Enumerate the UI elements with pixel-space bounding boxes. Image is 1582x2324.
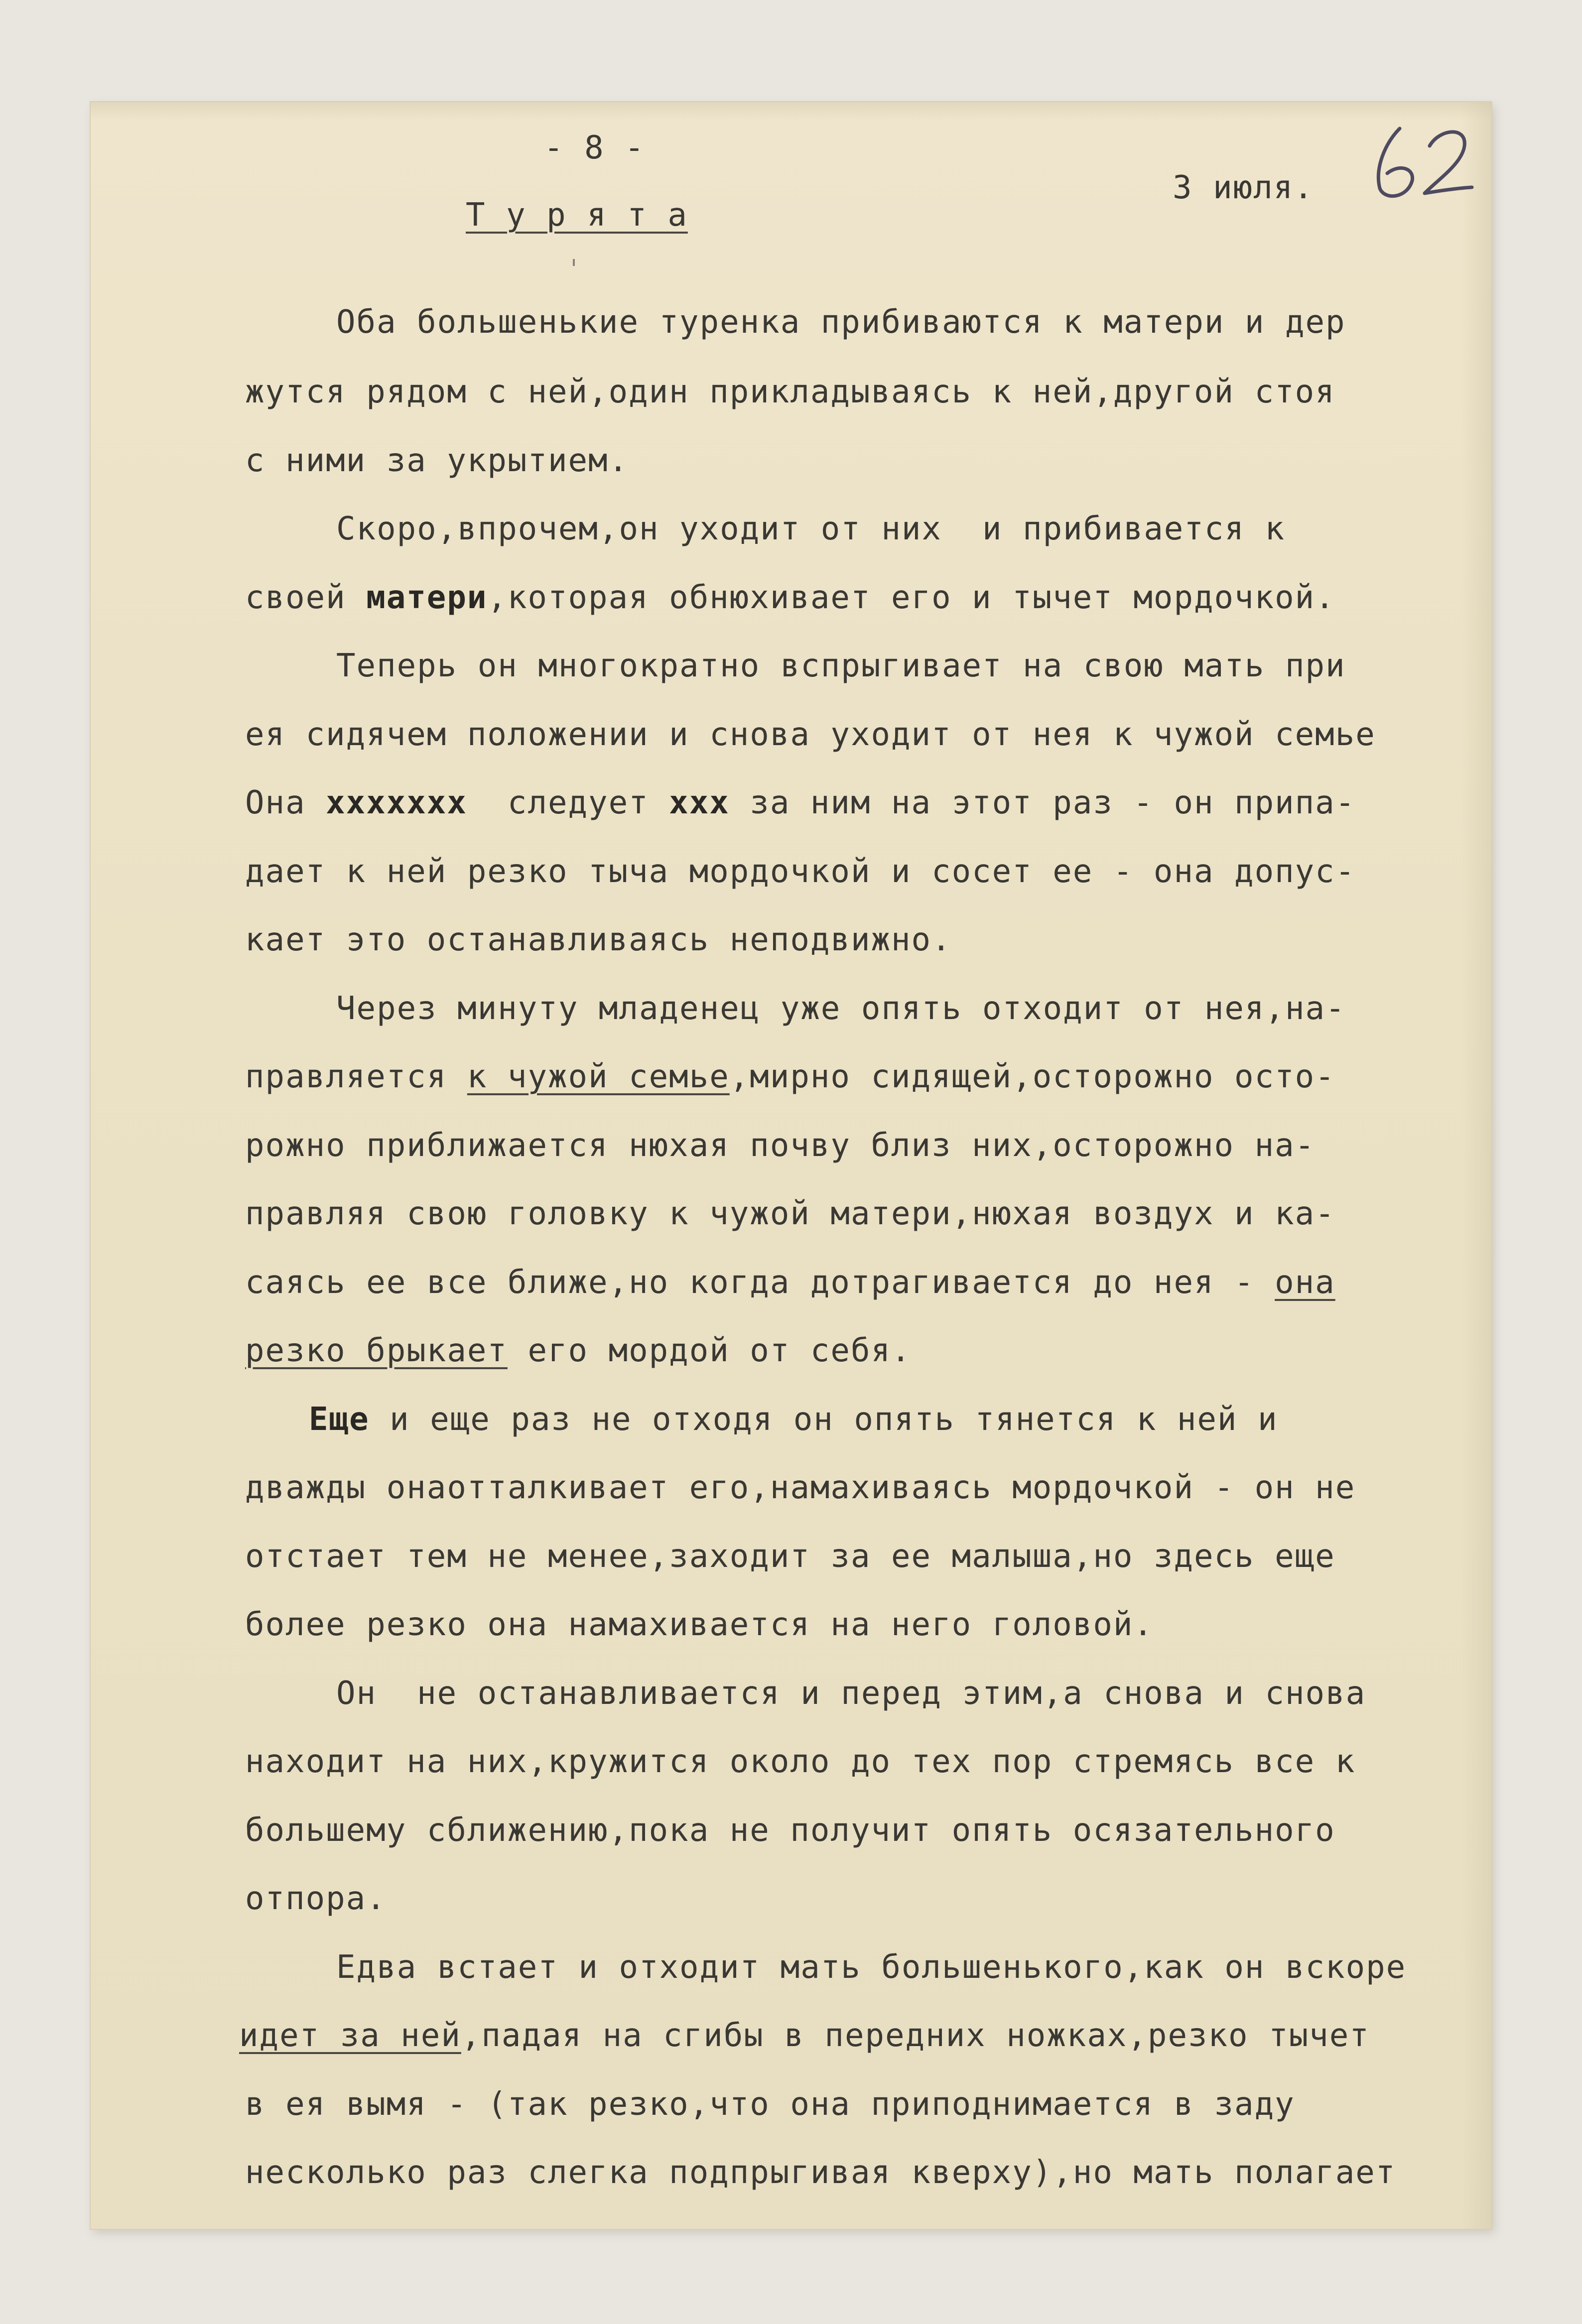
text-line: [245, 1332, 912, 1369]
text-span: ,мирно сидящей,осторожно осто-: [729, 1058, 1335, 1095]
text-line: [239, 2017, 1370, 2054]
text-line: Едва встает и отходит мать большенького,как он вскоре: [336, 1949, 1407, 1986]
text-line: находит на них,кружится около до тех пор стремясь все к: [245, 1743, 1356, 1780]
text-line: правляя свою головку к чужой матери,нюхая воздух и ка-: [245, 1195, 1335, 1232]
handwritten-folio-number: [1365, 119, 1479, 203]
page-number: - 8 -: [544, 129, 645, 166]
text-span: его мордой от себя.: [507, 1332, 912, 1369]
text-span: за ним на этот раз - он припа-: [729, 784, 1356, 821]
text-line: [245, 1264, 1335, 1301]
text-line: Скоро,впрочем,он уходит от них и прибивается к: [336, 511, 1285, 547]
underlined-phrase: к чужой семье: [467, 1058, 730, 1095]
text-line: [245, 1058, 1335, 1095]
struck-out-word: ххх: [669, 784, 730, 821]
text-line: Через минуту младенец уже опять отходит от нея,на-: [336, 990, 1346, 1027]
text-span: ,падая на сгибы в передних ножках,резко тычет: [461, 2017, 1370, 2054]
text-line: большему сближению,пока не получит опять осязательного: [245, 1812, 1335, 1849]
text-line: ея сидячем положении и снова уходит от нея к чужой семье: [245, 716, 1376, 753]
text-line: рожно приближается нюхая почву близ них,осторожно на-: [245, 1127, 1316, 1164]
text-span: саясь ее все ближе,но когда дотрагивается до нея -: [245, 1264, 1275, 1301]
overtyped-word: Еще: [309, 1401, 370, 1438]
underlined-phrase: резко брыкает: [245, 1332, 508, 1369]
date: 3 июля.: [1173, 169, 1314, 206]
text-span: и еще раз не отходя он опять тянется к ней и: [369, 1401, 1278, 1438]
page-title: Т у р я т а: [466, 197, 688, 234]
underlined-phrase: идет за ней: [239, 2017, 461, 2054]
text-line: [309, 1401, 1278, 1438]
text-line: отстает тем не менее,заходит за ее малыша,но здесь еще: [245, 1538, 1335, 1575]
text-line: дает к ней резко тыча мордочкой и сосет ее - она допус-: [245, 853, 1356, 890]
text-line: Оба большенькие туренка прибиваются к матери и дер: [336, 304, 1346, 341]
paper-mark: [573, 259, 575, 266]
text-line: более резко она намахивается на него головой.: [245, 1606, 1154, 1643]
text-line: несколько раз слегка подпрыгивая кверху),но мать полагает: [245, 2154, 1396, 2191]
text-line: жутся рядом с ней,один прикладываясь к ней,другой стоя: [245, 374, 1335, 410]
text-line: с ними за укрытием.: [245, 442, 629, 479]
text-span: правляется: [245, 1058, 467, 1095]
underlined-phrase: она: [1275, 1264, 1335, 1301]
text-line: [245, 579, 1335, 616]
text-span: следует: [467, 784, 669, 821]
struck-out-word: ххххххх: [326, 784, 467, 821]
text-span: Она: [245, 784, 326, 821]
text-line: кает это останавливаясь неподвижно.: [245, 921, 952, 958]
text-line: в ея вымя - (так резко,что она приподнимается в заду: [245, 2086, 1295, 2123]
text-span: своей: [245, 579, 367, 616]
text-line: дважды онаотталкивает его,намахиваясь мордочкой - он не: [245, 1469, 1356, 1506]
text-line: [245, 784, 1356, 821]
text-span: ,которая обнюхивает его и тычет мордочкой.: [487, 579, 1335, 616]
text-line: Он не останавливается и перед этим,а снова и снова: [336, 1675, 1366, 1712]
text-line: отпора.: [245, 1880, 387, 1917]
text-line: Теперь он многократно вспрыгивает на свою мать при: [336, 647, 1346, 684]
overtyped-word: матери: [366, 579, 488, 616]
